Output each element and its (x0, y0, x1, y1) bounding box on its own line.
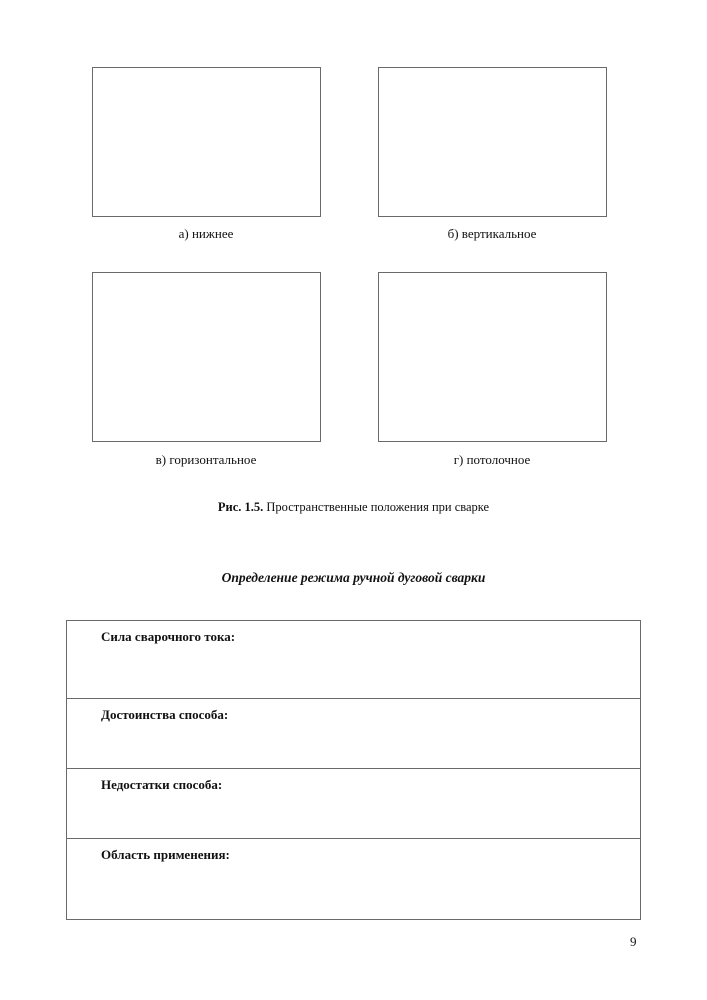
figure-panel-b (378, 67, 607, 217)
row-label-welding-current: Сила сварочного тока: (101, 629, 236, 644)
figure-caption-text: Пространственные положения при сварке (263, 500, 490, 514)
row-label-application-area: Область применения: (101, 847, 230, 862)
table-row[interactable] (67, 621, 640, 699)
figure-caption (0, 500, 707, 515)
figure-caption-b: б) вертикальное (447, 226, 537, 241)
row-label-advantages: Достоинства способа: (101, 707, 229, 722)
table-row[interactable] (67, 698, 640, 769)
figure-caption-label: Рис. 1.5. (217, 500, 264, 514)
figure-caption-c: в) горизонтальное (155, 452, 257, 467)
form-table (66, 620, 641, 920)
figure-caption-d: г) потолочное (453, 452, 531, 467)
figure-panel-a (92, 67, 321, 217)
figure-panel-c (92, 272, 321, 442)
table-row[interactable] (67, 768, 640, 839)
page-number: 9 (630, 934, 637, 949)
figure-panel-d (378, 272, 607, 442)
section-title: Определение режима ручной дуговой сварки (221, 570, 486, 585)
figure-caption-a: а) нижнее (178, 226, 234, 241)
table-row[interactable] (67, 838, 640, 919)
row-label-disadvantages: Недостатки способа: (101, 777, 223, 792)
